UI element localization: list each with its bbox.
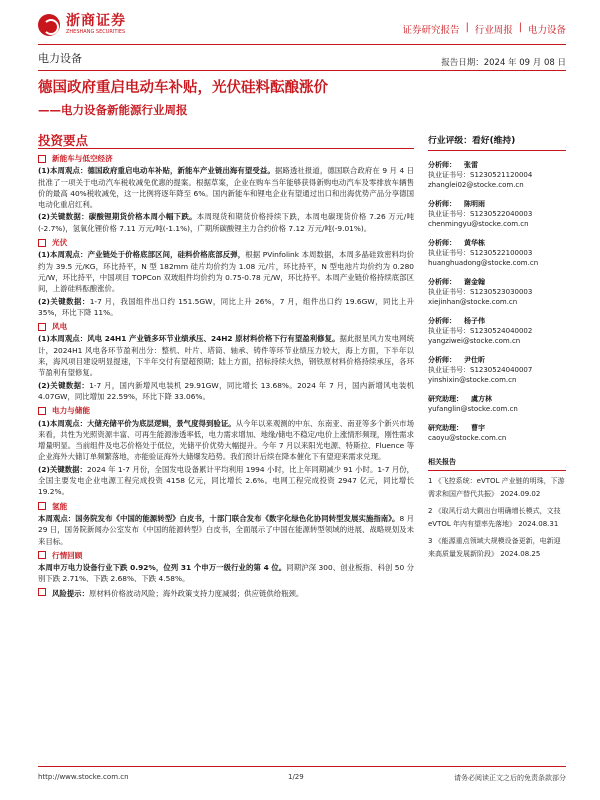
analyst-name: 杨子伟	[464, 317, 485, 325]
investment-divider	[38, 148, 414, 149]
paragraph-bold: 德国政府重启电动车补贴，新能车产业链出海有望受益。	[87, 166, 275, 176]
sidebar	[428, 128, 566, 561]
analyst-card	[428, 238, 566, 268]
analyst-role: 分析师：	[428, 161, 456, 169]
analyst-email[interactable]: xiejinhan@stocke.com.cn	[428, 298, 518, 306]
checkbox-bullet-icon	[38, 551, 46, 559]
paragraph-text: 2024 年 1-7 月份，全国发电设备累计平均利用 1994 小时，比上年同期减少 91 小时。1-7 月份，全国主要发电企业电源工程完成投资 4158 亿元，同比增长 2.6%。电网工程完成投资 2947 亿元，同比增长 19.2%。	[38, 464, 414, 497]
report-date: 报告日期：2024 年 09 月 08 日	[441, 58, 566, 68]
analyst-email[interactable]: chenmingyu@stocke.com.cn	[428, 220, 529, 228]
section-title: 氢能	[52, 501, 68, 511]
section-paragraph	[38, 165, 414, 210]
footer-divider	[38, 766, 566, 767]
paragraph-lead: (2)关键数据：	[38, 380, 90, 390]
analyst-card	[428, 394, 566, 414]
analyst-role: 分析师：	[428, 200, 456, 208]
paragraph-bold: 国务院发布《中国的能源转型》白皮书，十部门联合发布《数字化绿色化协同转型发展实施指南》。	[75, 513, 400, 523]
section-paragraph	[38, 249, 414, 294]
section-title: 光伏	[52, 238, 68, 248]
paragraph-text: 同期沪深 300、创业板指、科创 50 分别下跌 2.71%、下跌 2.68%、下跌 4.58%。	[38, 563, 415, 584]
checkbox-bullet-icon	[38, 407, 46, 415]
footer-website[interactable]: http://www.stocke.com.cn	[38, 773, 129, 781]
section-title: 电力与储能	[52, 406, 90, 416]
analyst-card	[428, 316, 566, 346]
section-paragraph	[38, 513, 414, 547]
section-heading	[38, 153, 414, 164]
paragraph-lead: (1)本周观点：	[38, 166, 88, 176]
analyst-email[interactable]: yangziwei@stocke.com.cn	[428, 337, 521, 345]
analyst-role: 研究助理：	[428, 395, 463, 403]
section-title: 行情回顾	[52, 550, 83, 560]
section-paragraph	[38, 211, 414, 234]
report-title: 德国政府重启电动车补贴，光伏硅料酝酿涨价	[38, 80, 328, 96]
analyst-cert: 执业证书号：S1230522040003	[428, 210, 533, 218]
section-paragraph	[38, 464, 414, 498]
analyst-email[interactable]: huanghuadong@stocke.com.cn	[428, 259, 539, 267]
analyst-cert: 执业证书号：S1230523030003	[428, 288, 533, 296]
section-paragraph	[38, 562, 414, 585]
related-report-item[interactable]: 3 《能源重点领域大规模设备更新，电新迎来高质量发展新阶段》 2024.08.25	[428, 537, 561, 558]
analyst-name: 尹仕昕	[464, 356, 485, 364]
paragraph-bold: 碳酸锂期货价格本周小幅下跌。	[88, 212, 197, 222]
analyst-role: 分析师：	[428, 278, 456, 286]
analyst-role: 分析师：	[428, 356, 456, 364]
analyst-role: 研究助理：	[428, 424, 463, 432]
paragraph-text: 据路透社报道，德国联合政府在 9 月 4 日批准了一项关于电动汽车税收减免优惠的提案。根据草案，企业在购车当年能够获得新购电动汽车及零排放车辆售价的最高 40%税收减免，这一比例将逐年降至 6%。国内新能车和锂电企业有望通过出口和出海优势产品分享德国电动化重启红利。	[38, 166, 414, 210]
paragraph-bold: 风险提示：	[52, 588, 89, 598]
paragraph-text: 原材料价格波动风险；海外政策支持力度减弱；供应链供给瓶颈。	[88, 588, 304, 598]
section-paragraph	[38, 380, 414, 403]
analyst-email[interactable]: caoyu@stocke.com.cn	[428, 434, 507, 442]
logo-name-cn: 浙商证券	[66, 13, 126, 29]
header-nav: 证券研究报告 | 行业周报 | 电力设备	[402, 22, 566, 36]
analyst-card	[428, 423, 566, 443]
section-title: 风电	[52, 322, 68, 332]
checkbox-bullet-icon	[38, 502, 46, 510]
section-paragraph	[38, 333, 414, 378]
company-logo	[38, 14, 126, 36]
section-tag: 电力设备	[38, 52, 82, 65]
paragraph-lead: (2)关键数据：	[38, 212, 89, 222]
analyst-name: 谢金翰	[464, 278, 485, 286]
nav-report-type: 证券研究报告	[402, 25, 460, 36]
investment-heading: 投资要点	[38, 133, 89, 148]
report-subtitle: ——电力设备新能源行业周报	[38, 103, 188, 117]
checkbox-bullet-icon	[38, 323, 46, 331]
analyst-list	[428, 160, 566, 443]
paragraph-lead: 本周观点：	[38, 513, 76, 523]
analyst-cert: 执业证书号：S1230522100003	[428, 249, 533, 257]
section-heading	[38, 321, 414, 332]
checkbox-bullet-icon	[38, 588, 46, 596]
paragraph-lead: (2)关键数据：	[38, 296, 90, 306]
related-report-item[interactable]: 2 《取风行动大剩出台明确增长模式，文技 eVTOL 年内有望率先落地》 2024.08.31	[428, 507, 561, 528]
analyst-name: 张雷	[464, 161, 478, 169]
analyst-card	[428, 355, 566, 385]
analyst-name: 陈明雨	[464, 200, 485, 208]
paragraph-text: 本周现货和期货价格持续下跌，本周电碳现货价格 7.26 万元/吨(-2.7%)，氢氧化锂价格 7.11 万元/吨(-1.1%)，广期所碳酸锂主力合约价格 7.12 万元/吨(-9.01%)。	[38, 212, 414, 233]
header-divider	[38, 44, 566, 45]
paragraph-bold: 大储充储平价为底层逻辑，景气度得到验证。	[87, 418, 236, 428]
analyst-name: 虞方林	[471, 395, 492, 403]
logo-icon	[38, 14, 60, 36]
industry-rating: 行业评级：看好(维持)	[428, 136, 566, 151]
paragraph-text: 根据 PVinfolink 本周数据，本周多晶硅致密料均价约为 39.5 元/KG，环比持平，N 型 182mm 硅片均价约为 1.08 元/片，环比持平，N 型电池片均价约为 0.280 元/W，环比持平，中国项目 TOPCon 双玻组件均价约为 0.75-0.78 元/W，环比持平。本周产业链价格持续底部区间，上游硅料酝酿涨价。	[38, 250, 414, 294]
logo-name-en: ZHESHANG SECURITIES	[66, 29, 126, 35]
analyst-email[interactable]: zhanglei02@stocke.com.cn	[428, 181, 524, 189]
nav-weekly: 行业周报	[474, 25, 513, 36]
analyst-card	[428, 277, 566, 307]
paragraph-lead: (1)本周观点：	[38, 418, 88, 428]
paragraph-bold: 产业链处于价格底部区间，硅料价格底部反弹，	[87, 250, 246, 260]
analyst-card	[428, 160, 566, 190]
related-report-item[interactable]: 1 《飞控系统：eVTOL 产业链的明珠，下游需求和国产替代共振》 2024.09.02	[428, 477, 565, 498]
section-title: 新能车与低空经济	[52, 154, 113, 163]
related-reports-heading: 相关报告	[428, 457, 566, 471]
section-heading	[38, 405, 414, 416]
analyst-cert: 执业证书号：S1230524040007	[428, 366, 533, 374]
title-divider	[38, 70, 566, 71]
section-paragraph	[38, 418, 414, 463]
paragraph-lead: (2)关键数据：	[38, 464, 87, 474]
section-heading	[38, 550, 414, 561]
paragraph-lead: (1)本周观点：	[38, 334, 88, 344]
analyst-name: 黄华栋	[464, 239, 485, 247]
section-heading	[38, 237, 414, 248]
related-reports-list	[428, 475, 566, 561]
paragraph-text: 据此报星风力发电网统计，2024H1 风电各环节盈利出分：整机、叶片、塔筒、轴承、铸件等环节业绩压力较大，海上方面，下半年以来，海风项目建设明显提速，下半年交付有望超预期；陆上方面，招标持续火热，钢铁原材料价格持续承压，各环节盈利有望修复。	[38, 334, 414, 378]
checkbox-bullet-icon	[38, 239, 46, 247]
paragraph-text: 8 月 29 日，国务院新闻办公室发布《中国的能源转型》白皮书，全面展示了中国在能源转型领域的进展、战略规划及未来目标。	[38, 513, 414, 546]
paragraph-bold: 风电 24H1 产业链多环节业绩承压、24H2 原材料价格下行有望盈利修复。	[87, 334, 340, 344]
paragraph-text: 从今年以来观测的中东、东南亚、南亚等多个新兴市场来看，共性为光照资源丰富、可再生能源渗透率低，电力需求增加、地缘/储电不稳定/电价上涨情形频现，刚性需求增量明显。当前组件及电芯价格处于低位，光储平价优势大幅提升。今年 7 月以来阳光电源、特斯拉、Fluence 等企业海外大储订单频繁落地，亦能验证海外大储爆发趋势。我们预计后续在降本催化下有望迎来需求兑现。	[38, 418, 414, 462]
analyst-email[interactable]: yinshixin@stocke.com.cn	[428, 376, 517, 384]
investment-body	[38, 150, 414, 599]
section-heading	[38, 501, 414, 512]
analyst-card	[428, 199, 566, 229]
section-paragraph	[52, 588, 303, 599]
analyst-email[interactable]: yufanglin@stocke.com.cn	[428, 405, 518, 413]
analyst-cert: 执业证书号：S1230521120004	[428, 171, 533, 179]
paragraph-lead: (1)本周观点：	[38, 250, 88, 260]
analyst-name: 曹宇	[471, 424, 485, 432]
analyst-cert: 执业证书号：S1230524040002	[428, 327, 533, 335]
paragraph-bold: 本周申万电力设备行业下跌 0.92%，位列 31 个申万一级行业的第 4 位。	[38, 563, 287, 573]
footer-page-number: 1/29	[288, 773, 304, 781]
paragraph-text: 1-7 月，国内新增风电装机 29.91GW，同比增长 13.68%。2024 年 7 月，国内新增风电装机 4.07GW，同比增加 22.59%，环比下降 33.06%。	[38, 380, 414, 401]
analyst-role: 分析师：	[428, 239, 456, 247]
section-paragraph	[38, 296, 414, 319]
footer-disclaimer: 请务必阅读正文之后的免责条款部分	[454, 774, 566, 782]
nav-industry: 电力设备	[527, 25, 566, 36]
paragraph-text: 1-7 月，我国组件出口约 151.5GW，同比上升 26%，7 月，组件出口约 19.6GW，同比上升 35%，环比下降 11%。	[38, 296, 414, 317]
checkbox-bullet-icon	[38, 155, 46, 163]
analyst-role: 分析师：	[428, 317, 456, 325]
